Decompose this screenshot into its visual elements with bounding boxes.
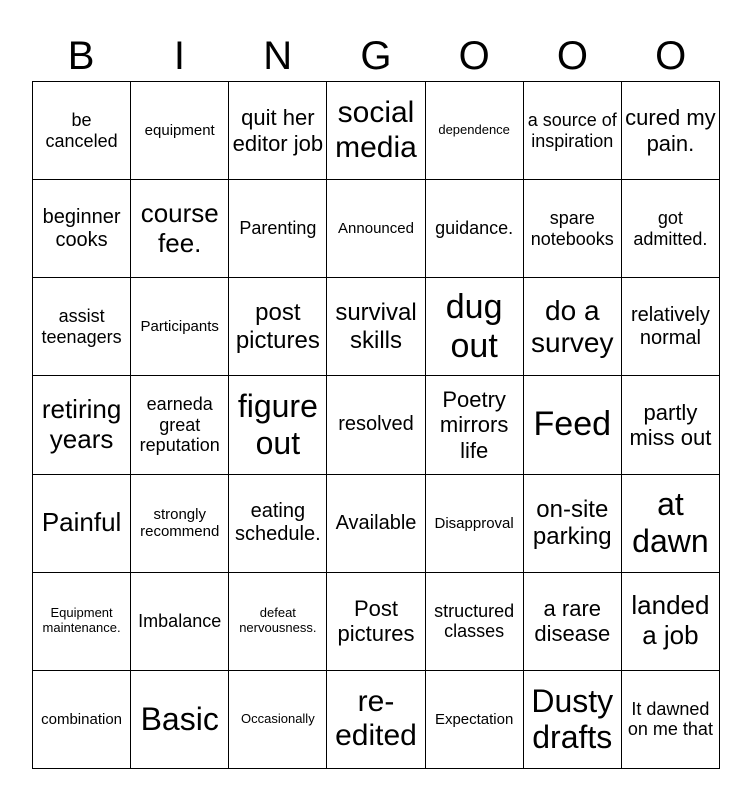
bingo-cell[interactable]: be canceled — [33, 82, 131, 180]
bingo-cell[interactable]: re-edited — [327, 671, 425, 769]
bingo-cell[interactable]: quit her editor job — [229, 82, 327, 180]
header-letter-i: I — [173, 34, 185, 78]
bingo-cell[interactable]: social media — [327, 82, 425, 180]
bingo-cell[interactable]: defeat nervousness. — [229, 573, 327, 671]
bingo-cell[interactable]: strongly recommend — [131, 475, 229, 573]
bingo-cell[interactable]: dug out — [426, 278, 524, 376]
bingo-cell[interactable]: relatively normal — [622, 278, 720, 376]
bingo-cell[interactable]: beginner cooks — [33, 180, 131, 278]
bingo-cell[interactable]: guidance. — [426, 180, 524, 278]
bingo-header — [32, 30, 720, 82]
bingo-cell[interactable]: Disapproval — [426, 475, 524, 573]
bingo-cell[interactable]: combination — [33, 671, 131, 769]
bingo-cell[interactable]: It dawned on me that — [622, 671, 720, 769]
bingo-cell[interactable]: on-site parking — [524, 475, 622, 573]
bingo-cell[interactable]: eating schedule. — [229, 475, 327, 573]
bingo-cell[interactable]: Participants — [131, 278, 229, 376]
bingo-cell[interactable]: figure out — [229, 376, 327, 474]
bingo-cell[interactable]: dependence — [426, 82, 524, 180]
header-letter-n: N — [263, 34, 293, 78]
bingo-cell[interactable]: Occasionally — [229, 671, 327, 769]
bingo-cell[interactable]: structured classes — [426, 573, 524, 671]
header-letter-o1: O — [458, 34, 490, 78]
bingo-cell[interactable]: Painful — [33, 475, 131, 573]
bingo-cell[interactable]: Post pictures — [327, 573, 425, 671]
bingo-cell[interactable]: earneda great reputation — [131, 376, 229, 474]
bingo-cell[interactable]: partly miss out — [622, 376, 720, 474]
bingo-cell[interactable]: equipment — [131, 82, 229, 180]
bingo-cell[interactable]: Announced — [327, 180, 425, 278]
bingo-cell[interactable]: spare notebooks — [524, 180, 622, 278]
bingo-cell[interactable]: Expectation — [426, 671, 524, 769]
bingo-cell[interactable]: Imbalance — [131, 573, 229, 671]
bingo-cell[interactable]: course fee. — [131, 180, 229, 278]
bingo-cell[interactable]: do a survey — [524, 278, 622, 376]
bingo-cell[interactable]: resolved — [327, 376, 425, 474]
bingo-cell[interactable]: survival skills — [327, 278, 425, 376]
bingo-cell[interactable]: retiring years — [33, 376, 131, 474]
bingo-cell[interactable]: at dawn — [622, 475, 720, 573]
header-letter-b: B — [67, 34, 95, 78]
bingo-cell[interactable]: Equipment maintenance. — [33, 573, 131, 671]
bingo-cell[interactable]: Feed — [524, 376, 622, 474]
header-letter-o2: O — [556, 34, 589, 78]
header-letter-g: G — [360, 34, 392, 78]
bingo-cell[interactable]: Available — [327, 475, 425, 573]
bingo-cell[interactable]: Basic — [131, 671, 229, 769]
bingo-cell[interactable]: a rare disease — [524, 573, 622, 671]
bingo-cell[interactable]: post pictures — [229, 278, 327, 376]
bingo-cell[interactable]: cured my pain. — [622, 82, 720, 180]
bingo-grid — [32, 81, 720, 769]
bingo-cell[interactable]: assist teenagers — [33, 278, 131, 376]
bingo-cell[interactable]: got admitted. — [622, 180, 720, 278]
bingo-cell[interactable]: landed a job — [622, 573, 720, 671]
bingo-cell[interactable]: Poetry mirrors life — [426, 376, 524, 474]
bingo-cell[interactable]: Dusty drafts — [524, 671, 622, 769]
bingo-cell[interactable]: Parenting — [229, 180, 327, 278]
bingo-cell[interactable]: a source of inspiration — [524, 82, 622, 180]
header-letter-o3: O — [655, 34, 687, 78]
